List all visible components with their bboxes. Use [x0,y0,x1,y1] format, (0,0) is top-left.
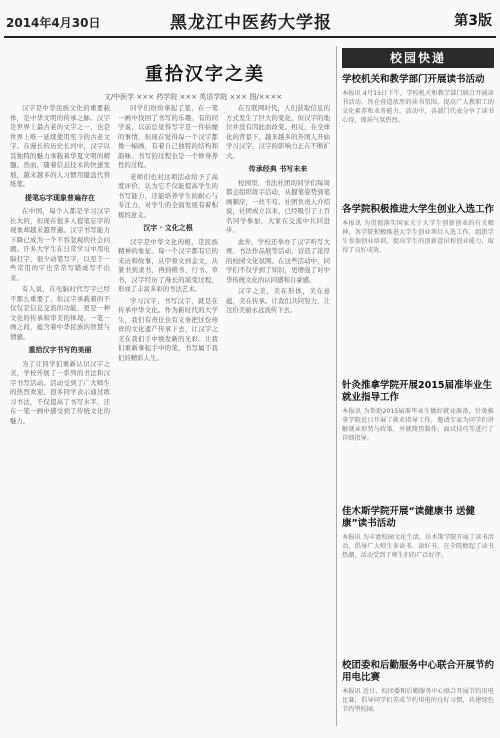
article-subheading: 传承经典 书写未来 [248,165,308,173]
article-paragraph: 汉字之美，美在形体，美在意蕴，美在传承。让我们共同努力，让这份美丽永远流传下去。 [226,287,330,314]
article-paragraph: 老师们也对这项活动给予了高度评价，认为它不仅能提高学生的书写能力，还能培养学生的耐心与专注力，对学生的全面发展有着积极的意义。 [118,172,218,219]
article-paragraph: 汉字是中华民族文化的重要载体，是中华文明的传承之脉。汉字是世界上最古老的文字之一，也是世界上唯一延续使用至今的古老文字。在漫长的历史长河中，汉字以其独特的魅力承载着华夏文明的精髓。然而，随着信息技术的快速发展，越来越多的人习惯用键盘代替纸笔。 [10,104,110,188]
news-title: 校团委和后勤服务中心联合开展节约用电比赛 [342,660,495,683]
news-title: 各学院积极推进大学生创业入选工作 [342,204,495,215]
article-paragraph: 在互联网时代，人们获取信息的方式发生了巨大的变化，但汉字的地位并没有因此而改变。相反，在全球化的背景下，越来越多的外国人开始学习汉字，汉字的影响力正在不断扩大。 [226,104,330,160]
masthead [0,0,500,40]
campus-news-sidebar [342,48,495,713]
article-paragraph: 在中国，每个人都是学习汉字长大的，但现在很多人提笔忘字的现象却越来越普遍。汉字书写能力下降已成为一个不容忽视的社会问题。许多大学生在日常学习中用电脑打字，很少动笔写字，以至于一些常用的字也常常写错或写不出来。 [10,207,110,282]
article-byline: 文/中医学 ××× 药学院 ××× 英语学院 ××× 图/×××× [103,93,283,101]
article-paragraph: 有人说，在电脑时代写字已经不那么重要了，但汉字承载着的不仅仅是信息交流的功能，更是一种文化的传承和审美的体现。一笔一画之间，蕴含着中华民族的智慧与情感。 [10,285,110,341]
article-subheading: 汉字 · 文化之根 [143,224,193,232]
news-item [342,506,494,643]
news-title: 学校机关和教学部门开展读书活动 [342,74,485,85]
article-subheading: 提笔忘字现象普遍存在 [25,193,95,202]
news-body: 本报讯 为贯彻落实国家关于大学生创新创业的有关精神，各学院积极推进大学生创业项目入选工作，组织学生参加创业培训，提高学生的创新意识和创业能力，取得了良好成效。 [342,220,494,254]
issue-date: 2014年4月30日 [6,16,101,30]
article-body [10,104,330,724]
news-body: 本报讯 为帮助2015届准毕业生做好就业准备，针灸推拿学院近日开展了就业指导工作，邀请专家为同学们讲解就业形势与政策，并就简历制作、面试技巧等进行了详细指导。 [342,408,494,442]
article-headline: 重拾汉字之美 [145,64,265,85]
newspaper-title: 黑龙江中医药大学报 [170,13,332,33]
article-paragraph: 校园里，书法社团的同学们每周都会组织练字活动，从握笔姿势到笔画顺序，一丝不苟。社团负责人介绍说，社团成立以来，已经吸引了上百名同学参加，大家在交流中共同进步。 [226,178,330,234]
news-item [342,380,494,497]
article-paragraph: 学习汉字、书写汉字，就是在传承中华文化。作为新时代的大学生，我们有责任也有义务把这份珍贵的文化遗产传承下去，让汉字之美在我们手中焕发新的光彩。让我们重新拿起手中的笔，书写属于我们的精彩人生。 [118,296,218,362]
news-body: 本报讯 近日，校团委和后勤服务中心联合开展节约用电比赛，倡导同学们养成节约用电的良好习惯，共建绿色节约型校园。 [342,688,494,713]
article-subheading: 重拾汉字书写的美丽 [28,346,92,354]
article-column-2 [118,104,218,724]
news-title: 佳木斯学院开展“读健康书 送健康”读书活动 [342,506,476,529]
page-number: 第3版 [454,13,492,29]
article-paragraph: 汉字是中华文化的根，是民族精神的象征。每一个汉字都有它的来历和故事，从甲骨文到金文，从篆书到隶书，再到楷书、行书、草书，汉字经历了漫长的演变过程，形成了丰富多彩的书法艺术。 [118,237,218,293]
news-item [342,204,494,359]
article-paragraph: 此外，学校还举办了汉字听写大赛、书法作品展等活动，营造了浓厚的校园文化氛围。在这些活动中，同学们不仅学到了知识，更增强了对中华传统文化的认同感和自豪感。 [226,237,330,284]
masthead-rule [4,36,496,38]
article-paragraph: 为了让同学们重新认识汉字之美，学校开展了一系列的书法和汉字书写活动。活动受到了广大师生的热烈欢迎，很多同学表示通过练习书法，不仅提高了书写水平，还在一笔一画中感受到了传统文化的魅力。 [10,359,110,425]
article-paragraph: 同学们纷纷拿起了笔，在一笔一画中找回了书写的乐趣。有的同学说，以前总觉得写字是一件枯燥的事情，但现在觉得每一个汉字都像一幅画，有着自己独特的结构和韵味。书写的过程也是一个修身养性的过程。 [118,104,218,169]
article-column-1 [10,104,110,724]
news-body: 本报讯 4月15日下午，学校机关和教学部门联合开展读书活动，旨在营造浓厚的读书氛围，提高广大教职工的文化素养和业务能力。活动中，各部门代表分享了读书心得，现场气氛热烈。 [342,90,494,124]
news-item [342,74,494,177]
section-banner: 校园快递 [342,48,494,68]
news-title: 针灸推拿学院开展2015届准毕业生就业指导工作 [342,380,492,403]
article-column-3 [226,104,330,724]
column-divider [336,46,337,726]
news-body: 本报讯 为丰富校园文化生活，佳木斯学院开展了读书活动，倡导广大师生多读书、读好书，在全院掀起了读书热潮，活动受到了师生们的广泛好评。 [342,534,494,559]
news-item [342,660,494,735]
